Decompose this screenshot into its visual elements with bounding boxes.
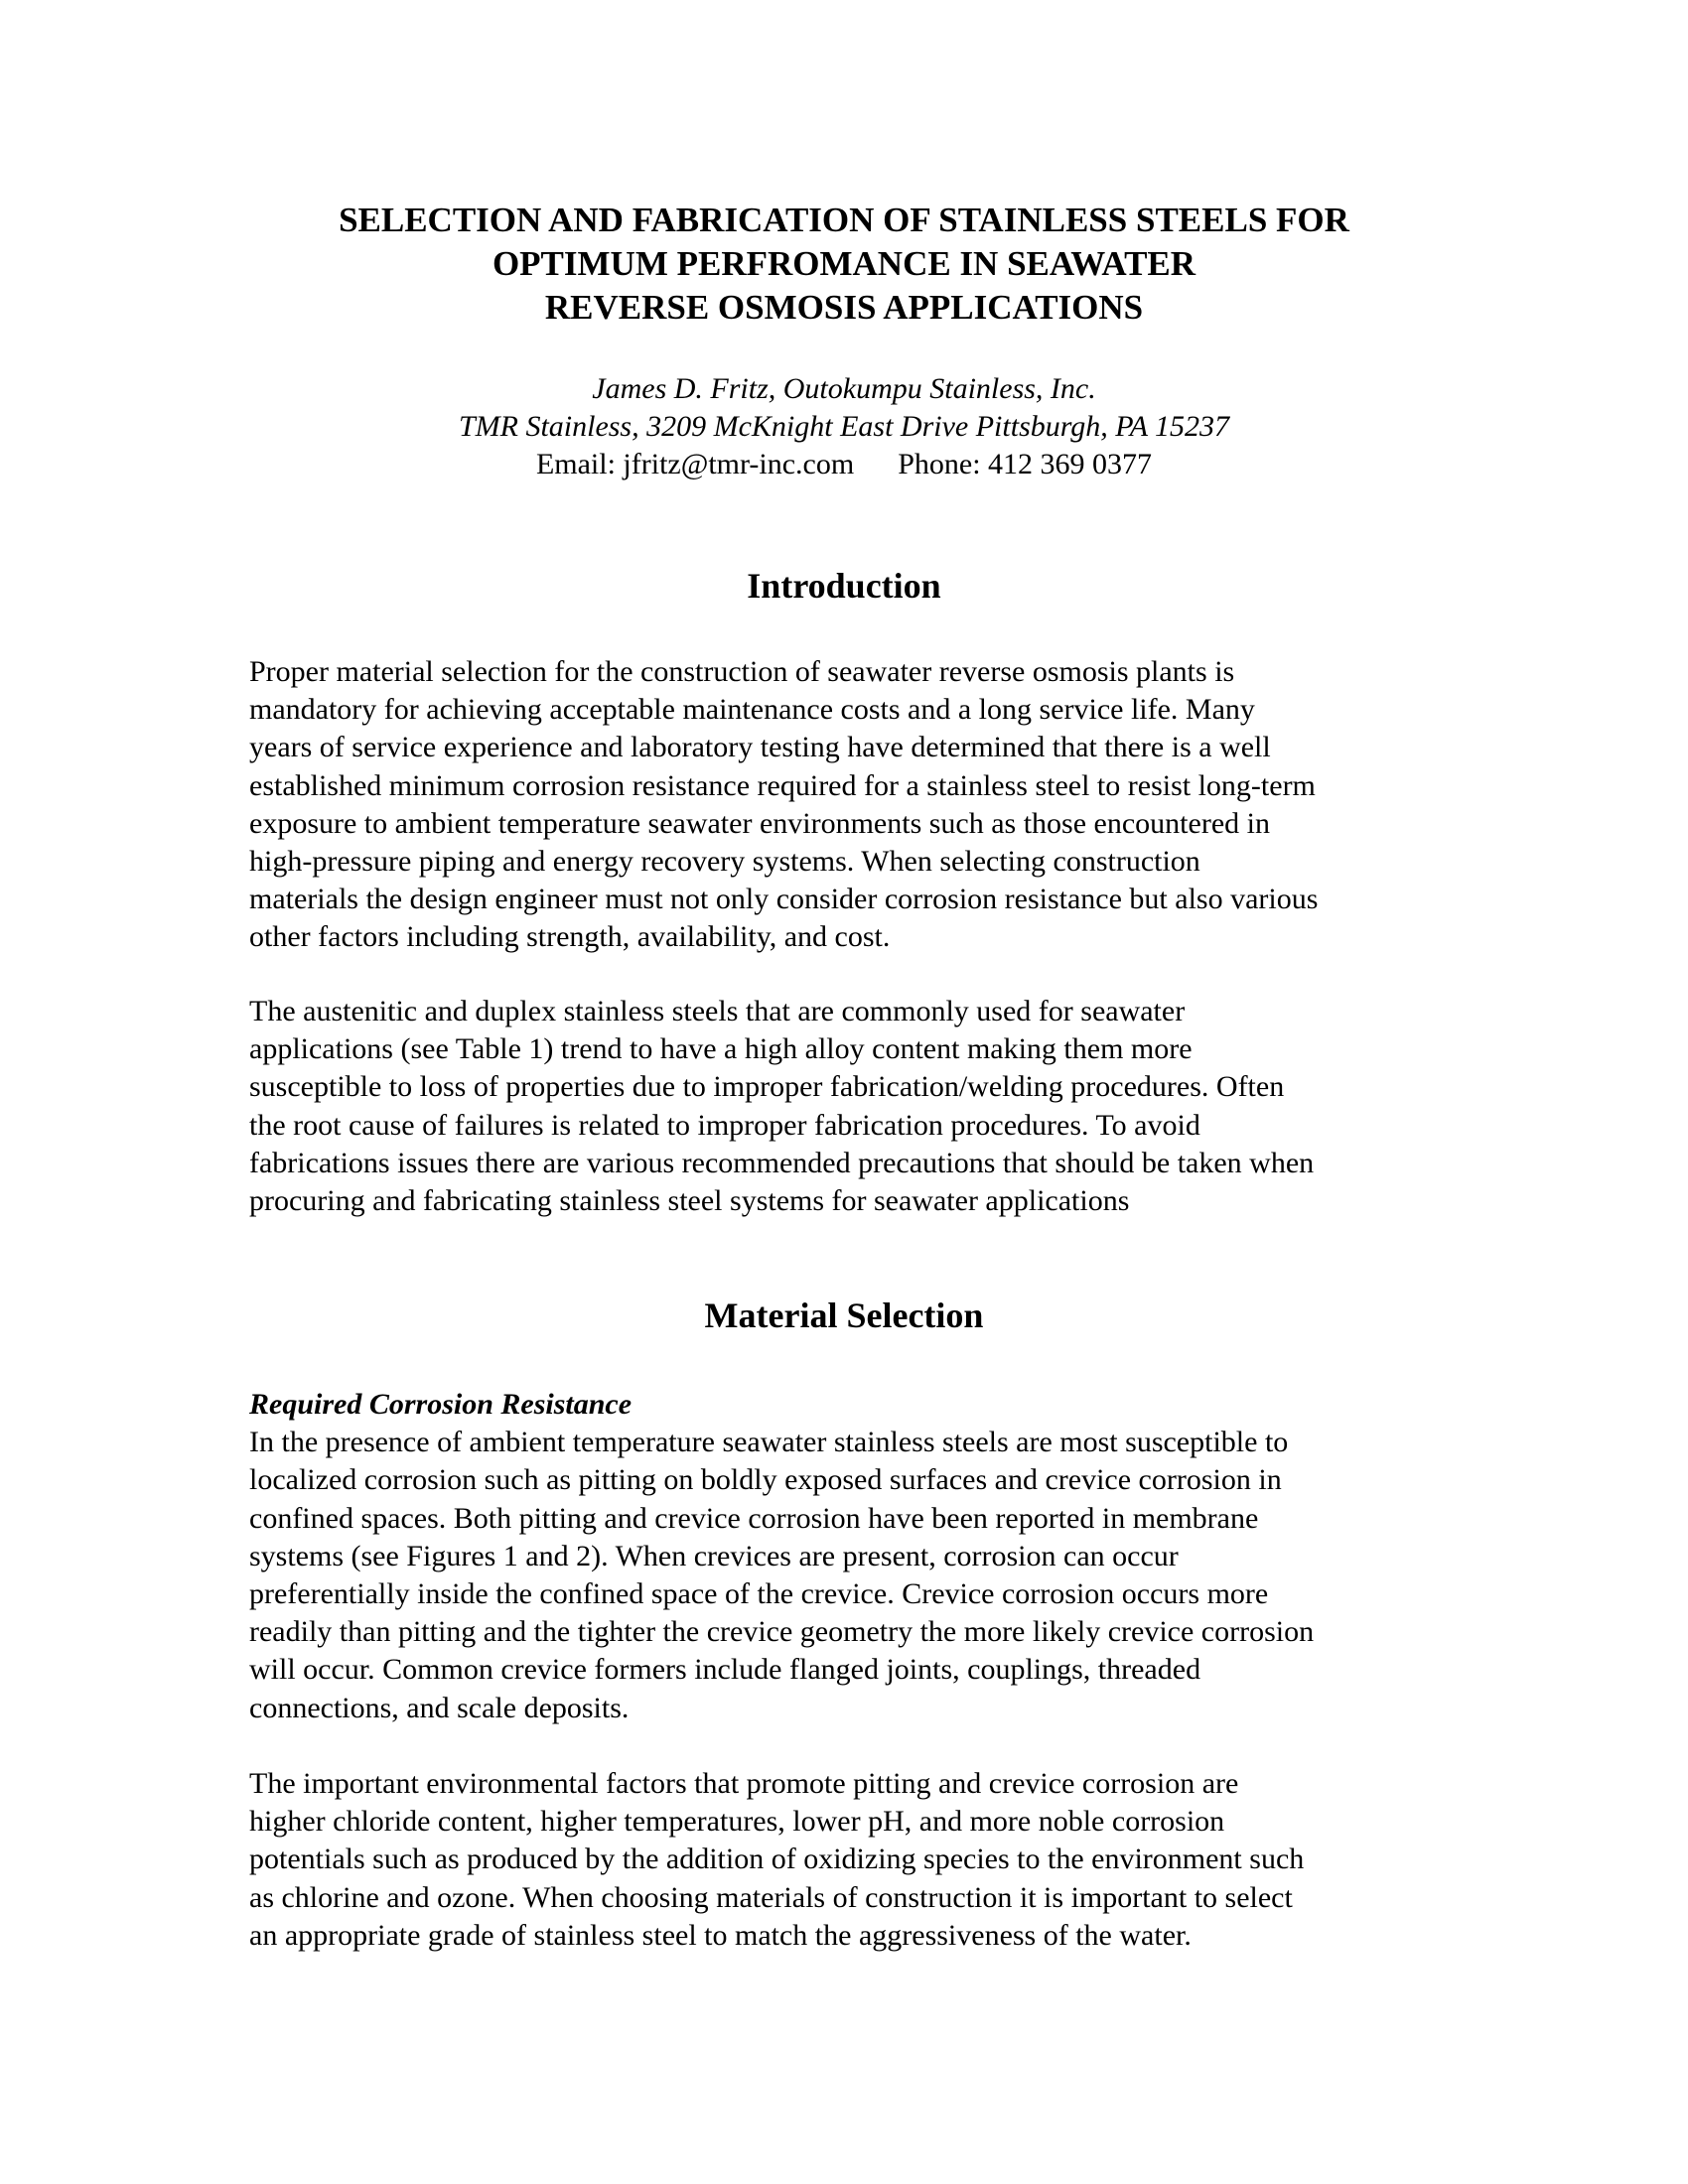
text-line: the root cause of failures is related to improper fabrication procedures. To avoid bbox=[249, 1108, 1200, 1142]
author-email: Email: jfritz@tmr-inc.com bbox=[535, 448, 855, 480]
author-phone: Phone: 412 369 0377 bbox=[898, 448, 1153, 480]
text-line: as chlorine and ozone. When choosing materials of construction it is important to select bbox=[249, 1880, 1293, 1914]
text-line: years of service experience and laboratory testing have determined that there is a well bbox=[249, 731, 1271, 764]
text-line: connections, and scale deposits. bbox=[249, 1691, 630, 1724]
text-line: systems (see Figures 1 and 2). When crevices are present, corrosion can occur bbox=[249, 1539, 1179, 1572]
text-line: Proper material selection for the construction of seawater reverse osmosis plants is bbox=[249, 655, 1235, 688]
text-line: readily than pitting and the tighter the crevice geometry the more likely crevice corrosion bbox=[249, 1615, 1315, 1649]
text-line: higher chloride content, higher temperatures, lower pH, and more noble corrosion bbox=[249, 1805, 1225, 1839]
text-line: will occur. Common crevice formers include flanged joints, couplings, threaded bbox=[249, 1653, 1201, 1687]
text-line: The important environmental factors that promote pitting and crevice corrosion are bbox=[249, 1767, 1239, 1800]
text-line: preferentially inside the confined space of the crevice. Crevice corrosion occurs more bbox=[249, 1577, 1269, 1611]
author-name: James D. Fritz, Outokumpu Stainless, Inc. bbox=[592, 372, 1096, 405]
text-line: susceptible to loss of properties due to improper fabrication/welding procedures. Often bbox=[249, 1070, 1285, 1104]
text-line: fabrications issues there are various recommended precautions that should be taken when bbox=[249, 1146, 1315, 1179]
text-line: exposure to ambient temperature seawater environments such as those encountered in bbox=[249, 806, 1270, 840]
author-block bbox=[0, 370, 1688, 483]
title-line: SELECTION AND FABRICATION OF STAINLESS STEELS FOR bbox=[339, 201, 1349, 239]
intro-paragraph-2 bbox=[249, 993, 1461, 1220]
section-heading-introduction: Introduction bbox=[747, 566, 941, 606]
text-line: confined spaces. Both pitting and crevice corrosion have been reported in membrane bbox=[249, 1501, 1259, 1535]
author-contact bbox=[0, 446, 1688, 483]
text-line: an appropriate grade of stainless steel to match the aggressiveness of the water. bbox=[249, 1918, 1192, 1952]
text-line: localized corrosion such as pitting on boldly exposed surfaces and crevice corrosion in bbox=[249, 1463, 1282, 1497]
section-heading-material-selection: Material Selection bbox=[704, 1296, 984, 1335]
text-line: potentials such as produced by the addition of oxidizing species to the environment such bbox=[249, 1843, 1305, 1876]
text-line: mandatory for achieving acceptable maintenance costs and a long service life. Many bbox=[249, 693, 1255, 727]
paper-title bbox=[0, 199, 1688, 330]
title-line: OPTIMUM PERFROMANCE IN SEAWATER bbox=[492, 244, 1196, 283]
author-address: TMR Stainless, 3209 McKnight East Drive Pittsburgh, PA 15237 bbox=[458, 410, 1230, 443]
text-line: established minimum corrosion resistance required for a stainless steel to resist long-term bbox=[249, 768, 1316, 802]
text-line: The austenitic and duplex stainless steels that are commonly used for seawater bbox=[249, 995, 1186, 1027]
text-line: procuring and fabricating stainless steel systems for seawater applications bbox=[249, 1184, 1130, 1218]
material-selection-paragraph-1 bbox=[249, 1386, 1461, 1727]
text-line: applications (see Table 1) trend to have a high alloy content making them more bbox=[249, 1032, 1193, 1066]
text-line: other factors including strength, availability, and cost. bbox=[249, 920, 891, 954]
intro-paragraph-1 bbox=[249, 653, 1461, 957]
title-line: REVERSE OSMOSIS APPLICATIONS bbox=[544, 288, 1144, 327]
material-selection-paragraph-2 bbox=[249, 1765, 1461, 1955]
text-line: high-pressure piping and energy recovery systems. When selecting construction bbox=[249, 845, 1200, 879]
text-line: In the presence of ambient temperature seawater stainless steels are most susceptible to bbox=[249, 1426, 1289, 1459]
subsection-heading: Required Corrosion Resistance bbox=[249, 1388, 633, 1421]
text-line: materials the design engineer must not only consider corrosion resistance but also various bbox=[249, 883, 1319, 916]
